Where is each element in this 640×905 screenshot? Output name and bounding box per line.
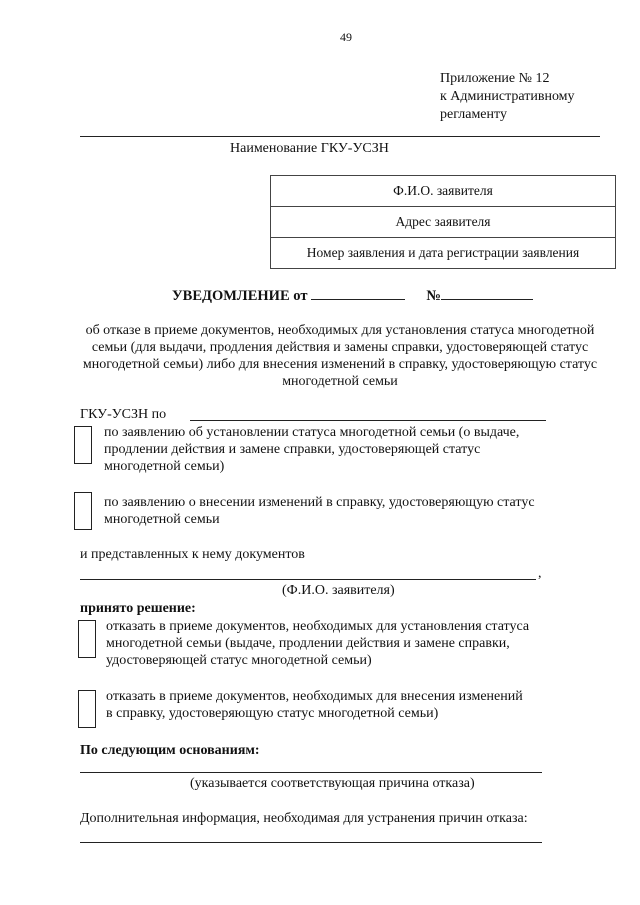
notice-title-line <box>172 286 533 305</box>
decision-option-1-line-1: отказать в приеме документов, необходимых для установления статуса <box>106 619 530 634</box>
org-title: Наименование ГКУ-УСЗН <box>230 141 389 156</box>
page-number: 49 <box>340 30 352 44</box>
fio-comma: , <box>538 566 542 581</box>
application-option-1 <box>104 424 519 475</box>
additional-info-blank-line <box>80 842 542 843</box>
gku-blank-line <box>190 420 546 421</box>
decision-option-2 <box>106 688 523 722</box>
decision-checkbox-1[interactable] <box>78 620 96 658</box>
application-number-field: Номер заявления и дата регистрации заявления <box>306 245 580 260</box>
decision-option-1-line-2: многодетной семьи (выдаче, продлении действия и замене справки, <box>106 636 510 651</box>
number-blank <box>441 286 533 300</box>
decision-option-2-line-1: отказать в приеме документов, необходимых для внесения изменений <box>106 689 523 704</box>
decision-option-1 <box>106 618 529 669</box>
application-option-2-line-2: многодетной семьи <box>104 512 220 527</box>
appendix-line-3: регламенту <box>440 107 507 122</box>
header-divider <box>80 136 600 137</box>
application-option-2-line-1: по заявлению о внесении изменений в справку, удостоверяющую статус <box>104 495 535 510</box>
appendix-line-1: Приложение № 12 <box>440 71 550 86</box>
fio-caption: (Ф.И.О. заявителя) <box>282 583 395 598</box>
decision-option-1-line-3: удостоверяющей статус многодетной семьи) <box>106 653 372 668</box>
decision-checkbox-2[interactable] <box>78 690 96 728</box>
appendix-header <box>440 70 575 124</box>
gku-prefix: ГКУ-УСЗН по <box>80 407 167 422</box>
reason-blank-line <box>80 772 542 773</box>
notice-title: УВЕДОМЛЕНИЕ <box>172 288 290 304</box>
notice-number-sign: № <box>426 288 441 304</box>
appendix-line-2: к Административному <box>440 89 575 104</box>
grounds-heading: По следующим основаниям: <box>80 743 260 758</box>
notice-subtitle: об отказе в приеме документов, необходимых для установления статуса многодетной семьи (для выдачи, продления действия и замены справки, удостоверяющей статус многодетной семьи) либо для внесения изменений в справку, удостоверяющую статус многодетной семьи <box>82 323 598 389</box>
fio-blank-line <box>80 579 536 580</box>
application-option-1-line-2: продлении действия и замене справки, удостоверяющей статус <box>104 442 481 457</box>
documents-intro: и представленных к нему документов <box>80 547 305 562</box>
application-checkbox-2[interactable] <box>74 492 92 530</box>
application-option-2 <box>104 494 535 528</box>
application-option-1-line-3: многодетной семьи) <box>104 459 225 474</box>
decision-option-2-line-2: в справку, удостоверяющую статус многодетной семьи) <box>106 706 439 721</box>
reason-caption: (указывается соответствующая причина отказа) <box>190 776 475 791</box>
applicant-name-field: Ф.И.О. заявителя <box>271 176 615 207</box>
applicant-address-field: Адрес заявителя <box>271 207 615 238</box>
applicant-info-box <box>270 175 616 269</box>
application-checkbox-1[interactable] <box>74 426 92 464</box>
date-blank <box>311 286 405 300</box>
application-option-1-line-1: по заявлению об установлении статуса многодетной семьи (о выдаче, <box>104 425 520 440</box>
notice-from: от <box>293 288 308 304</box>
decision-heading: принято решение: <box>80 601 196 616</box>
additional-info-label: Дополнительная информация, необходимая для устранения причин отказа: <box>80 811 528 826</box>
